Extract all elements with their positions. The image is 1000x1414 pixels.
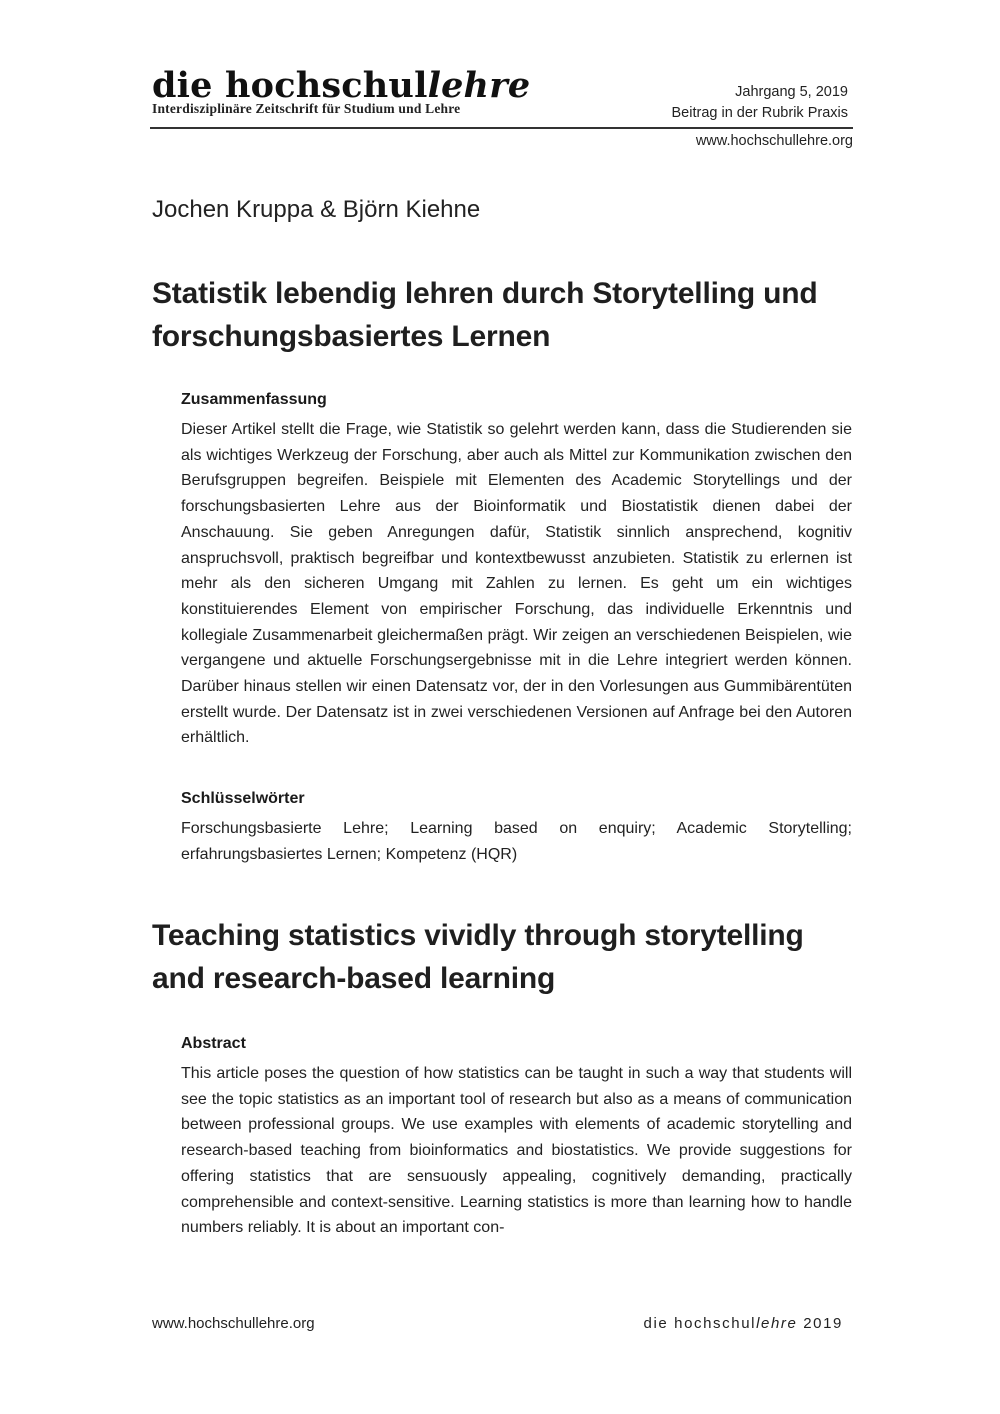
footer-journal-italic: lehre — [756, 1315, 798, 1332]
logo-italic-text: lehre — [427, 65, 531, 106]
keywords-heading: Schlüsselwörter — [181, 790, 305, 807]
summary-heading: Zusammenfassung — [181, 391, 327, 408]
abstract-text: This article poses the question of how statistics can be taught in such a way that students will see the topic statistics as an important tool of research but also as a means of communication between professional groups. We use examples with elements of academic storytelling and research-based teaching from bioinformatics and biostatistics. We provide suggestions for offering statistics that are sensuously appealing, cognitively demanding, practically comprehensible and context-sensitive. Learning statistics is more than learning how to handle numbers reliably. It is about an important con- — [181, 1065, 852, 1237]
abstract-section — [181, 1033, 852, 1241]
header-rule — [150, 127, 853, 129]
journal-masthead — [152, 65, 531, 116]
footer-url[interactable]: www.hochschullehre.org — [152, 1315, 315, 1332]
journal-logo — [152, 65, 531, 106]
journal-subtitle: Interdisziplinäre Zeitschrift für Studium und Lehre — [152, 101, 461, 116]
rubric-line: Beitrag in der Rubrik Praxis — [671, 105, 848, 121]
issue-info — [672, 82, 849, 124]
footer-journal-plain: die hochschul — [643, 1315, 757, 1332]
footer-year: 2019 — [803, 1315, 843, 1332]
keywords-section — [181, 788, 852, 867]
logo-plain-text: die hochschul — [152, 65, 428, 106]
german-title: Statistik lebendig lehren durch Storytelling und forschungsbasiertes Lernen — [152, 277, 818, 353]
keywords-text: Forschungsbasierte Lehre; Learning based on enquiry; Academic Storytelling; erfahrungsbasiertes Lernen; Kompetenz (HQR) — [181, 820, 852, 863]
author-line: Jochen Kruppa & Björn Kiehne — [152, 196, 481, 223]
footer-journal — [644, 1314, 843, 1334]
english-title: Teaching statistics vividly through storytelling and research-based learning — [152, 919, 804, 995]
abstract-heading: Abstract — [181, 1035, 246, 1052]
summary-text: Dieser Artikel stellt die Frage, wie Statistik so gelehrt werden kann, dass die Studierenden sie als wichtiges Werkzeug der Forschung, aber auch als Mittel zur Kommunikation zwischen den Berufsgruppen begreifen. Beispiele mit Elementen des Academic Storytellings und der forschungsbasierten Lehre aus der Bioinformatik und Biostatistik dienen dabei der Anschauung. Sie geben Anregungen dafür, Statistik sinnlich ansprechend, kognitiv anspruchsvoll, praktisch begreifbar und kontextbewusst anzubieten. Statistik zu erlernen ist mehr als den sicheren Umgang mit Zahlen zu lernen. Es geht um ein wichtiges konstituierendes Element von empirischer Forschung, das individuelle Erkenntnis und kollegiale Zusammenarbeit gleichermaßen prägt. Wir zeigen an verschiedenen Beispielen, wie vergangene und aktuelle Forschungsergebnisse mit in die Lehre integriert werden können. Darüber hinaus stellen wir einen Datensatz vor, der in den Vorlesungen aus Gummibärentüten erstellt wurde. Der Datensatz ist in zwei verschiedenen Versionen auf Anfrage bei den Autoren erhältlich. — [181, 421, 852, 747]
summary-section — [181, 389, 852, 751]
header-url[interactable]: www.hochschullehre.org — [695, 133, 853, 149]
volume-line: Jahrgang 5, 2019 — [735, 84, 848, 100]
